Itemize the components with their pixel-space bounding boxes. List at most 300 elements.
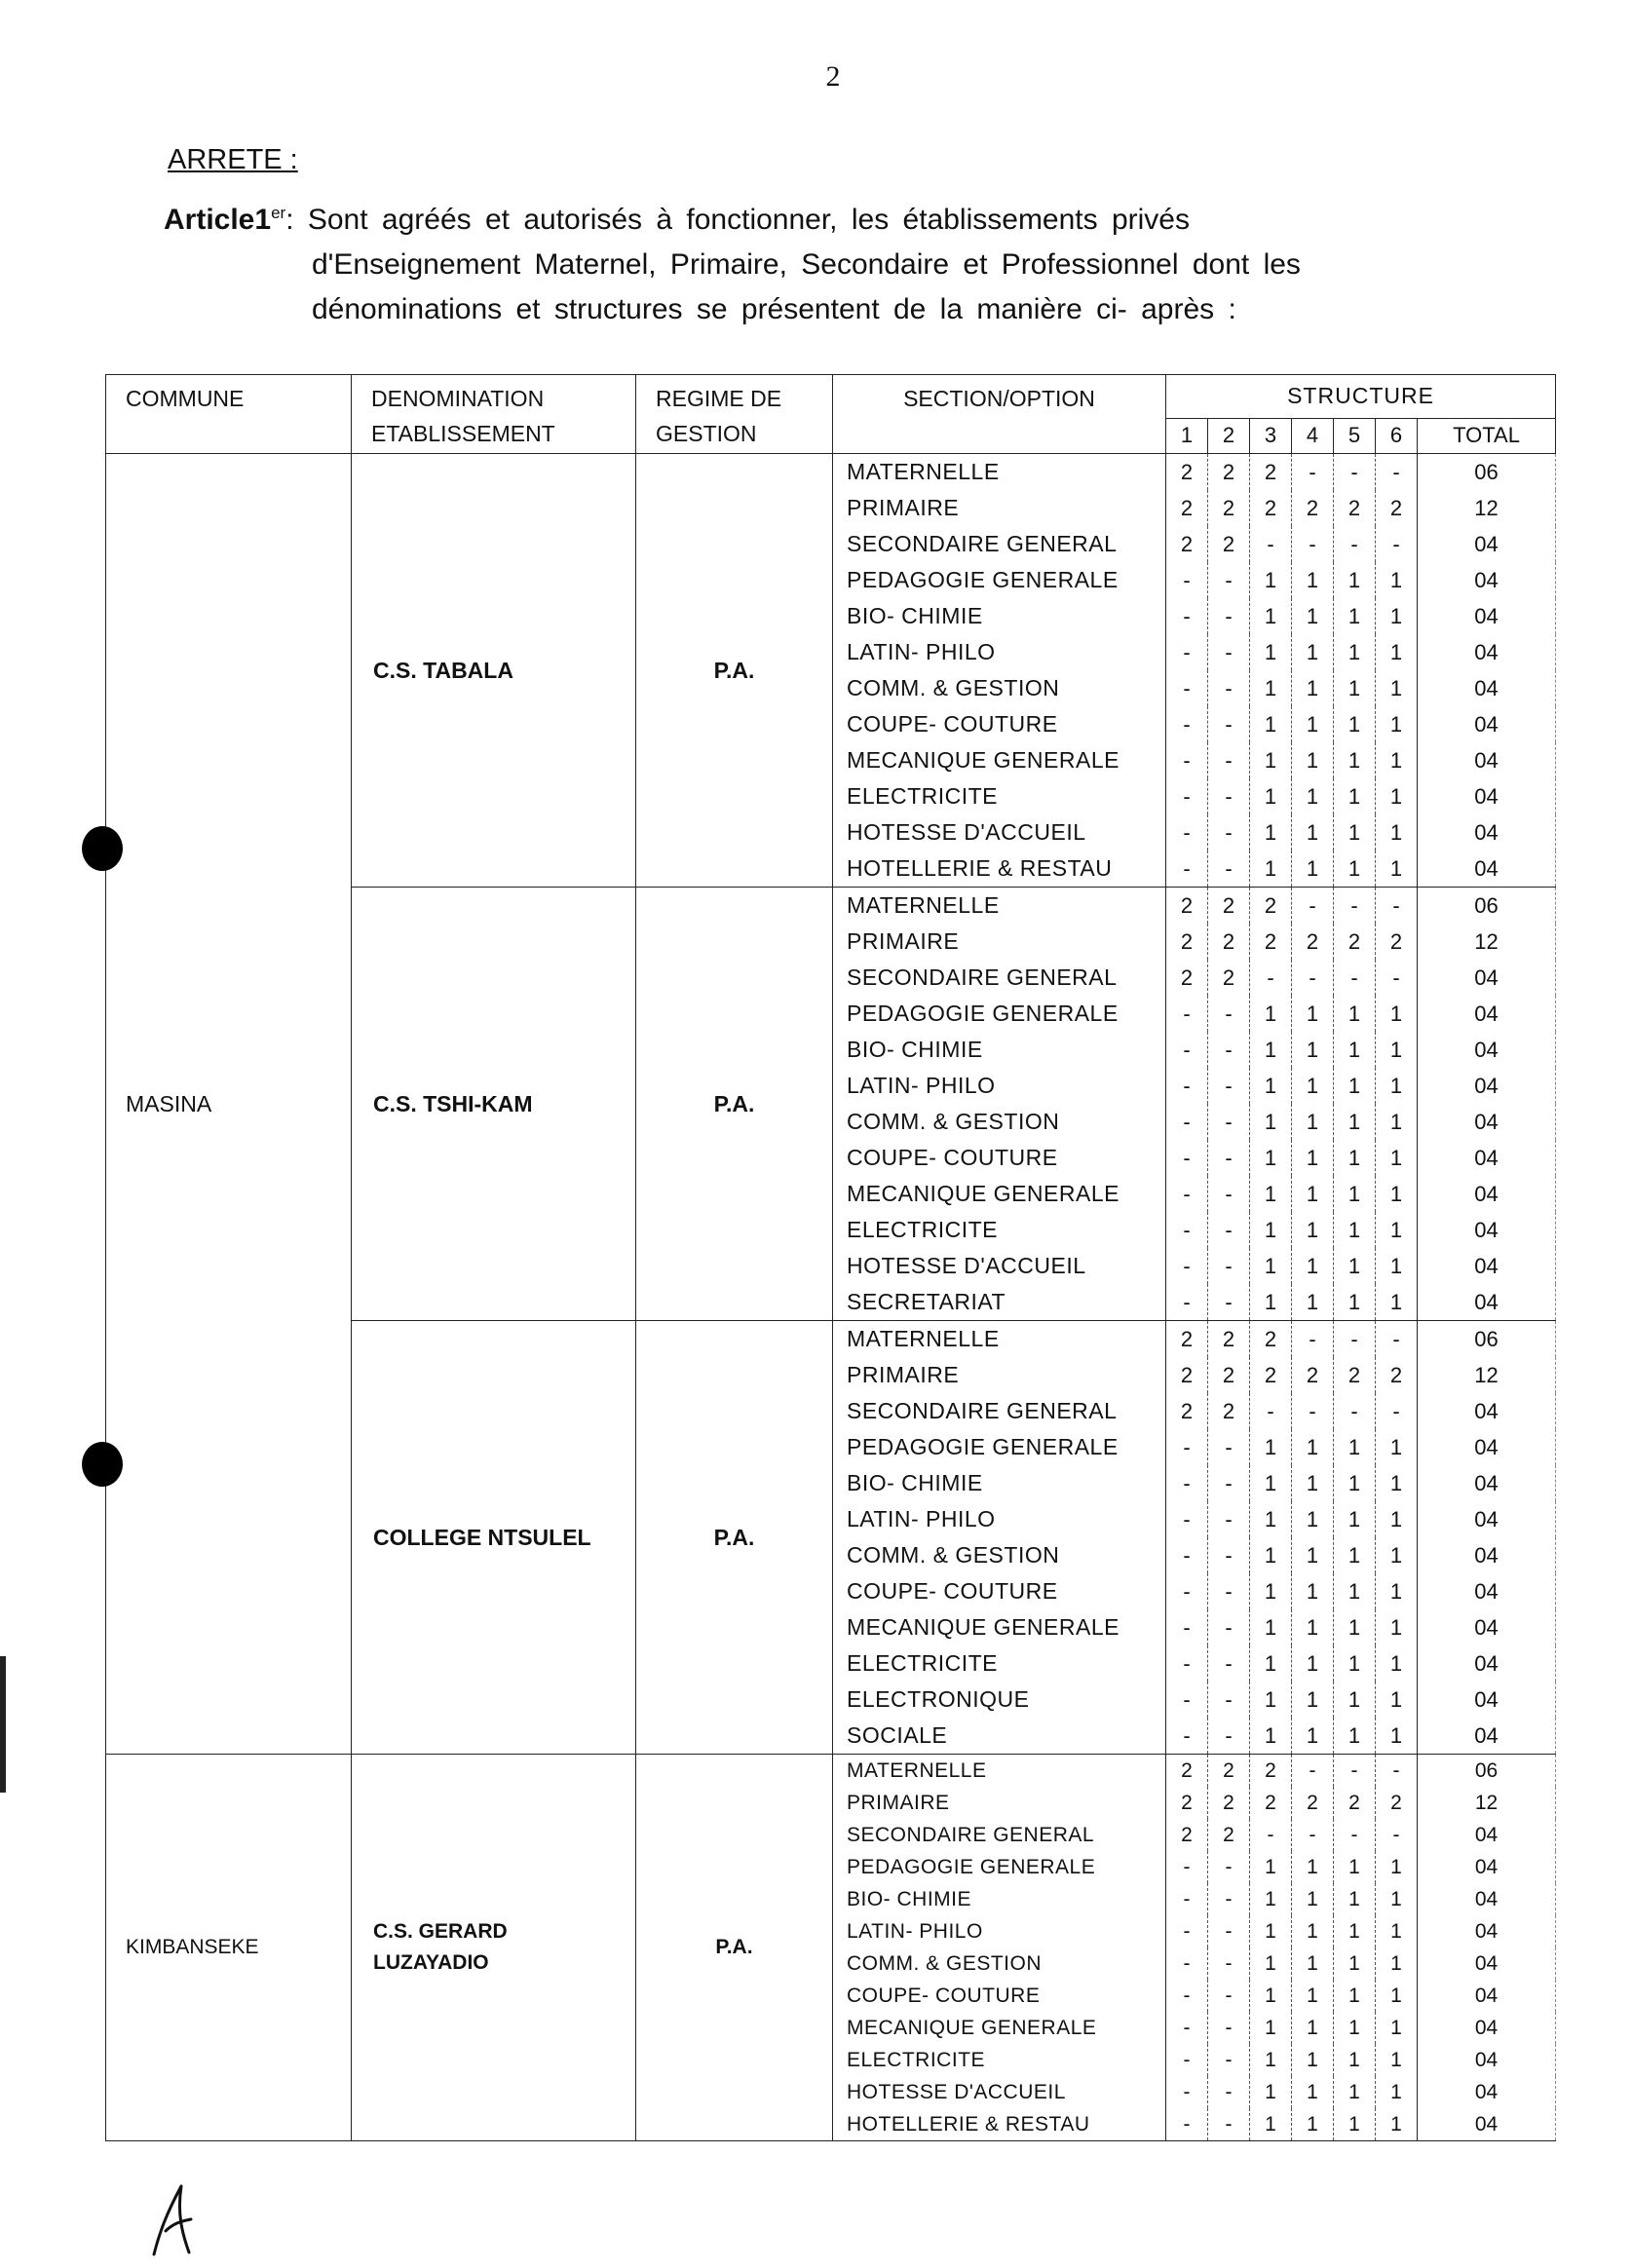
level-count-cell: 1 bbox=[1292, 1718, 1334, 1755]
section-option-cell: COUPE- COUTURE bbox=[833, 1573, 1166, 1609]
section-option-cell: ELECTRICITE bbox=[833, 2044, 1166, 2076]
level-count-cell: 1 bbox=[1376, 1883, 1418, 1915]
page-number: 2 bbox=[825, 60, 841, 93]
level-count-cell: 1 bbox=[1334, 1718, 1376, 1755]
level-count-cell: 2 bbox=[1208, 1787, 1250, 1819]
level-count-cell: 1 bbox=[1334, 1068, 1376, 1104]
level-count-cell: - bbox=[1166, 706, 1208, 742]
level-count-cell: 2 bbox=[1166, 924, 1208, 960]
level-count-cell: 1 bbox=[1292, 2012, 1334, 2044]
section-option-cell: ELECTRICITE bbox=[833, 1645, 1166, 1682]
level-count-cell: 1 bbox=[1334, 1176, 1376, 1212]
section-option-cell: COMM. & GESTION bbox=[833, 1537, 1166, 1573]
level-count-cell: - bbox=[1250, 960, 1292, 996]
level-count-cell: 1 bbox=[1334, 1032, 1376, 1068]
level-count-cell: 1 bbox=[1292, 2044, 1334, 2076]
section-option-cell: PRIMAIRE bbox=[833, 490, 1166, 526]
header-level: 2 bbox=[1208, 418, 1250, 453]
level-count-cell: - bbox=[1208, 1032, 1250, 1068]
level-count-cell: - bbox=[1166, 1465, 1208, 1501]
header-structure: STRUCTURE bbox=[1166, 375, 1556, 419]
level-count-cell: 1 bbox=[1334, 1501, 1376, 1537]
level-count-cell: 1 bbox=[1376, 1068, 1418, 1104]
level-count-cell: 1 bbox=[1334, 1465, 1376, 1501]
level-count-cell: 1 bbox=[1292, 1645, 1334, 1682]
level-count-cell: 2 bbox=[1166, 1819, 1208, 1851]
header-level: 3 bbox=[1250, 418, 1292, 453]
level-count-cell: 1 bbox=[1250, 1429, 1292, 1465]
level-count-cell: 1 bbox=[1376, 2108, 1418, 2141]
commune-cell: KIMBANSEKE bbox=[106, 1755, 352, 2141]
level-count-cell: - bbox=[1208, 814, 1250, 850]
level-count-cell: 2 bbox=[1250, 490, 1292, 526]
school-name-cell: C.S. TSHI-KAM bbox=[352, 888, 636, 1321]
level-count-cell: 2 bbox=[1250, 1755, 1292, 1788]
level-count-cell: - bbox=[1166, 1284, 1208, 1321]
level-count-cell: - bbox=[1208, 1284, 1250, 1321]
level-count-cell: 1 bbox=[1334, 562, 1376, 598]
level-count-cell: - bbox=[1250, 1819, 1292, 1851]
level-count-cell: 1 bbox=[1250, 1068, 1292, 1104]
level-count-cell: 1 bbox=[1334, 1682, 1376, 1718]
level-count-cell: - bbox=[1166, 814, 1208, 850]
total-cell: 04 bbox=[1418, 2108, 1556, 2141]
level-count-cell: 1 bbox=[1292, 850, 1334, 888]
level-count-cell: - bbox=[1292, 1321, 1334, 1358]
level-count-cell: - bbox=[1208, 1104, 1250, 1140]
level-count-cell: 1 bbox=[1292, 1176, 1334, 1212]
level-count-cell: 2 bbox=[1250, 1787, 1292, 1819]
level-count-cell: - bbox=[1166, 1501, 1208, 1537]
level-count-cell: 1 bbox=[1250, 850, 1292, 888]
level-count-cell: - bbox=[1208, 742, 1250, 778]
school-name-line: LUZAYADIO bbox=[373, 1951, 489, 1974]
level-count-cell: - bbox=[1166, 670, 1208, 706]
section-option-cell: LATIN- PHILO bbox=[833, 1915, 1166, 1947]
total-cell: 06 bbox=[1418, 888, 1556, 925]
decree-heading: ARRETE : bbox=[168, 144, 298, 175]
section-option-cell: ELECTRICITE bbox=[833, 778, 1166, 814]
level-count-cell: - bbox=[1208, 2108, 1250, 2141]
total-cell: 04 bbox=[1418, 1609, 1556, 1645]
level-count-cell: - bbox=[1166, 2108, 1208, 2141]
section-option-cell: PEDAGOGIE GENERALE bbox=[833, 1429, 1166, 1465]
level-count-cell: - bbox=[1250, 526, 1292, 562]
section-option-cell: HOTESSE D'ACCUEIL bbox=[833, 2076, 1166, 2108]
section-option-cell: HOTELLERIE & RESTAU bbox=[833, 2108, 1166, 2141]
level-count-cell: - bbox=[1166, 1104, 1208, 1140]
level-count-cell: 1 bbox=[1334, 1104, 1376, 1140]
section-option-cell: PRIMAIRE bbox=[833, 1787, 1166, 1819]
article-paragraph bbox=[164, 191, 1508, 332]
level-count-cell: 1 bbox=[1376, 1573, 1418, 1609]
level-count-cell: 1 bbox=[1376, 670, 1418, 706]
level-count-cell: 1 bbox=[1376, 996, 1418, 1032]
level-count-cell: - bbox=[1334, 1755, 1376, 1788]
level-count-cell: 2 bbox=[1208, 1357, 1250, 1393]
level-count-cell: 1 bbox=[1334, 1537, 1376, 1573]
level-count-cell: 2 bbox=[1166, 490, 1208, 526]
level-count-cell: - bbox=[1292, 960, 1334, 996]
level-count-cell: 1 bbox=[1334, 1851, 1376, 1883]
total-cell: 04 bbox=[1418, 2076, 1556, 2108]
total-cell: 04 bbox=[1418, 1104, 1556, 1140]
level-count-cell: - bbox=[1208, 1176, 1250, 1212]
level-count-cell: 1 bbox=[1292, 670, 1334, 706]
level-count-cell: - bbox=[1166, 1248, 1208, 1284]
level-count-cell: 1 bbox=[1250, 1212, 1292, 1248]
punch-hole bbox=[82, 1442, 123, 1487]
regime-cell: P.A. bbox=[636, 888, 833, 1321]
level-count-cell: - bbox=[1166, 1140, 1208, 1176]
level-count-cell: - bbox=[1166, 1883, 1208, 1915]
section-option-cell: BIO- CHIMIE bbox=[833, 1465, 1166, 1501]
level-count-cell: 1 bbox=[1334, 1284, 1376, 1321]
level-count-cell: 1 bbox=[1250, 2044, 1292, 2076]
level-count-cell: - bbox=[1166, 634, 1208, 670]
level-count-cell: 1 bbox=[1292, 634, 1334, 670]
level-count-cell: 1 bbox=[1292, 1609, 1334, 1645]
level-count-cell: - bbox=[1208, 2076, 1250, 2108]
level-count-cell: - bbox=[1208, 706, 1250, 742]
level-count-cell: - bbox=[1166, 1429, 1208, 1465]
level-count-cell: - bbox=[1208, 1537, 1250, 1573]
article-line-1: Article1er: Sont agréés et autorisés à fonctionner, les établissements privés bbox=[164, 204, 1190, 236]
level-count-cell: 2 bbox=[1250, 1321, 1292, 1358]
level-count-cell: 1 bbox=[1376, 2012, 1418, 2044]
level-count-cell: 1 bbox=[1292, 706, 1334, 742]
level-count-cell: - bbox=[1208, 778, 1250, 814]
level-count-cell: 1 bbox=[1292, 1501, 1334, 1537]
level-count-cell: 1 bbox=[1334, 1573, 1376, 1609]
level-count-cell: - bbox=[1292, 1755, 1334, 1788]
level-count-cell: 1 bbox=[1292, 1682, 1334, 1718]
total-cell: 04 bbox=[1418, 1718, 1556, 1755]
total-cell: 04 bbox=[1418, 1980, 1556, 2012]
level-count-cell: 1 bbox=[1376, 1947, 1418, 1980]
total-cell: 04 bbox=[1418, 1032, 1556, 1068]
level-count-cell: 1 bbox=[1334, 670, 1376, 706]
level-count-cell: 1 bbox=[1376, 1609, 1418, 1645]
level-count-cell: - bbox=[1166, 778, 1208, 814]
level-count-cell: 2 bbox=[1376, 1357, 1418, 1393]
level-count-cell: 2 bbox=[1250, 924, 1292, 960]
total-cell: 04 bbox=[1418, 1248, 1556, 1284]
level-count-cell: 2 bbox=[1376, 1787, 1418, 1819]
level-count-cell: 1 bbox=[1250, 1682, 1292, 1718]
level-count-cell: 1 bbox=[1376, 634, 1418, 670]
section-option-cell: SECONDAIRE GENERAL bbox=[833, 960, 1166, 996]
level-count-cell: 1 bbox=[1334, 1248, 1376, 1284]
total-cell: 04 bbox=[1418, 742, 1556, 778]
level-count-cell: 1 bbox=[1376, 1851, 1418, 1883]
total-cell: 04 bbox=[1418, 1212, 1556, 1248]
level-count-cell: - bbox=[1166, 598, 1208, 634]
header-level: 6 bbox=[1376, 418, 1418, 453]
level-count-cell: 1 bbox=[1292, 742, 1334, 778]
level-count-cell: 1 bbox=[1334, 2108, 1376, 2141]
level-count-cell: 1 bbox=[1292, 814, 1334, 850]
section-option-cell: BIO- CHIMIE bbox=[833, 1032, 1166, 1068]
level-count-cell: 1 bbox=[1376, 2044, 1418, 2076]
total-cell: 04 bbox=[1418, 526, 1556, 562]
school-name-cell bbox=[352, 1755, 636, 2141]
level-count-cell: - bbox=[1208, 1501, 1250, 1537]
level-count-cell: 1 bbox=[1250, 1176, 1292, 1212]
section-option-cell: PRIMAIRE bbox=[833, 1357, 1166, 1393]
total-cell: 04 bbox=[1418, 562, 1556, 598]
level-count-cell: 1 bbox=[1292, 996, 1334, 1032]
level-count-cell: 1 bbox=[1376, 1465, 1418, 1501]
level-count-cell: 1 bbox=[1376, 598, 1418, 634]
total-cell: 12 bbox=[1418, 924, 1556, 960]
level-count-cell: 2 bbox=[1334, 1357, 1376, 1393]
section-option-cell: SECRETARIAT bbox=[833, 1284, 1166, 1321]
level-count-cell: 1 bbox=[1292, 1140, 1334, 1176]
level-count-cell: 1 bbox=[1250, 634, 1292, 670]
level-count-cell: - bbox=[1166, 1068, 1208, 1104]
level-count-cell: - bbox=[1166, 2044, 1208, 2076]
level-count-cell: 1 bbox=[1376, 1429, 1418, 1465]
level-count-cell: 1 bbox=[1334, 1883, 1376, 1915]
section-option-cell: PEDAGOGIE GENERALE bbox=[833, 562, 1166, 598]
section-option-cell: BIO- CHIMIE bbox=[833, 598, 1166, 634]
total-cell: 04 bbox=[1418, 1284, 1556, 1321]
level-count-cell: 1 bbox=[1334, 598, 1376, 634]
level-count-cell: 1 bbox=[1250, 1851, 1292, 1883]
level-count-cell: 2 bbox=[1166, 1357, 1208, 1393]
level-count-cell: - bbox=[1292, 1393, 1334, 1429]
level-count-cell: - bbox=[1166, 742, 1208, 778]
total-cell: 06 bbox=[1418, 454, 1556, 491]
school-name-cell: C.S. TABALA bbox=[352, 454, 636, 888]
level-count-cell: 1 bbox=[1292, 1284, 1334, 1321]
level-count-cell: 1 bbox=[1334, 850, 1376, 888]
level-count-cell: - bbox=[1166, 2012, 1208, 2044]
level-count-cell: 1 bbox=[1334, 742, 1376, 778]
level-count-cell: - bbox=[1208, 1980, 1250, 2012]
total-cell: 04 bbox=[1418, 1573, 1556, 1609]
level-count-cell: - bbox=[1376, 960, 1418, 996]
level-count-cell: 2 bbox=[1208, 924, 1250, 960]
total-cell: 04 bbox=[1418, 670, 1556, 706]
level-count-cell: - bbox=[1208, 1248, 1250, 1284]
level-count-cell: - bbox=[1250, 1393, 1292, 1429]
level-count-cell: 1 bbox=[1292, 2108, 1334, 2141]
section-option-cell: MECANIQUE GENERALE bbox=[833, 742, 1166, 778]
level-count-cell: 1 bbox=[1292, 598, 1334, 634]
level-count-cell: - bbox=[1376, 526, 1418, 562]
total-cell: 06 bbox=[1418, 1321, 1556, 1358]
handwritten-initial bbox=[146, 2173, 205, 2260]
level-count-cell: - bbox=[1208, 1915, 1250, 1947]
level-count-cell: - bbox=[1208, 1718, 1250, 1755]
section-option-cell: MECANIQUE GENERALE bbox=[833, 1609, 1166, 1645]
regime-cell: P.A. bbox=[636, 1755, 833, 2141]
level-count-cell: - bbox=[1292, 888, 1334, 925]
level-count-cell: 1 bbox=[1292, 1212, 1334, 1248]
level-count-cell: 1 bbox=[1376, 1718, 1418, 1755]
total-cell: 12 bbox=[1418, 490, 1556, 526]
level-count-cell: 1 bbox=[1250, 1104, 1292, 1140]
header-level: 1 bbox=[1166, 418, 1208, 453]
level-count-cell: 1 bbox=[1376, 1915, 1418, 1947]
level-count-cell: 2 bbox=[1166, 1393, 1208, 1429]
level-count-cell: - bbox=[1166, 1915, 1208, 1947]
level-count-cell: 1 bbox=[1250, 778, 1292, 814]
section-option-cell: SECONDAIRE GENERAL bbox=[833, 1819, 1166, 1851]
section-option-cell: LATIN- PHILO bbox=[833, 634, 1166, 670]
level-count-cell: 2 bbox=[1166, 1755, 1208, 1788]
level-count-cell: 1 bbox=[1250, 1947, 1292, 1980]
total-cell: 04 bbox=[1418, 1068, 1556, 1104]
level-count-cell: 1 bbox=[1292, 1851, 1334, 1883]
total-cell: 04 bbox=[1418, 996, 1556, 1032]
total-cell: 04 bbox=[1418, 2044, 1556, 2076]
level-count-cell: 1 bbox=[1250, 706, 1292, 742]
level-count-cell: - bbox=[1334, 454, 1376, 491]
level-count-cell: 1 bbox=[1376, 1032, 1418, 1068]
level-count-cell: 1 bbox=[1376, 742, 1418, 778]
level-count-cell: 1 bbox=[1376, 562, 1418, 598]
level-count-cell: - bbox=[1166, 1212, 1208, 1248]
level-count-cell: 1 bbox=[1376, 1980, 1418, 2012]
level-count-cell: - bbox=[1208, 1883, 1250, 1915]
table-row bbox=[106, 1755, 1556, 1788]
level-count-cell: - bbox=[1334, 1393, 1376, 1429]
level-count-cell: 1 bbox=[1250, 1609, 1292, 1645]
header-denomination: DENOMINATION ETABLISSEMENT bbox=[352, 375, 636, 454]
level-count-cell: 1 bbox=[1250, 1645, 1292, 1682]
level-count-cell: 1 bbox=[1250, 1718, 1292, 1755]
level-count-cell: - bbox=[1208, 996, 1250, 1032]
level-count-cell: - bbox=[1166, 1718, 1208, 1755]
total-cell: 04 bbox=[1418, 634, 1556, 670]
level-count-cell: - bbox=[1376, 1819, 1418, 1851]
level-count-cell: - bbox=[1166, 850, 1208, 888]
level-count-cell: 1 bbox=[1376, 814, 1418, 850]
level-count-cell: 1 bbox=[1376, 706, 1418, 742]
level-count-cell: - bbox=[1208, 1851, 1250, 1883]
total-cell: 04 bbox=[1418, 1682, 1556, 1718]
section-option-cell: MATERNELLE bbox=[833, 1321, 1166, 1358]
level-count-cell: 1 bbox=[1250, 598, 1292, 634]
section-option-cell: SOCIALE bbox=[833, 1718, 1166, 1755]
total-cell: 04 bbox=[1418, 2012, 1556, 2044]
level-count-cell: 1 bbox=[1334, 1915, 1376, 1947]
level-count-cell: - bbox=[1166, 1609, 1208, 1645]
level-count-cell: - bbox=[1208, 634, 1250, 670]
level-count-cell: - bbox=[1376, 1755, 1418, 1788]
level-count-cell: 2 bbox=[1334, 924, 1376, 960]
level-count-cell: 2 bbox=[1166, 1321, 1208, 1358]
level-count-cell: 1 bbox=[1250, 1140, 1292, 1176]
level-count-cell: - bbox=[1376, 1393, 1418, 1429]
section-option-cell: COMM. & GESTION bbox=[833, 1947, 1166, 1980]
total-cell: 04 bbox=[1418, 778, 1556, 814]
level-count-cell: - bbox=[1208, 1682, 1250, 1718]
level-count-cell: 1 bbox=[1250, 1915, 1292, 1947]
section-option-cell: PEDAGOGIE GENERALE bbox=[833, 1851, 1166, 1883]
level-count-cell: 2 bbox=[1292, 1787, 1334, 1819]
section-option-cell: MATERNELLE bbox=[833, 1755, 1166, 1788]
level-count-cell: - bbox=[1208, 1212, 1250, 1248]
scan-edge-mark bbox=[0, 1656, 6, 1793]
level-count-cell: - bbox=[1208, 1068, 1250, 1104]
level-count-cell: 1 bbox=[1292, 1465, 1334, 1501]
section-option-cell: ELECTRICITE bbox=[833, 1212, 1166, 1248]
level-count-cell: 1 bbox=[1250, 562, 1292, 598]
level-count-cell: 1 bbox=[1376, 1248, 1418, 1284]
level-count-cell: - bbox=[1208, 670, 1250, 706]
total-cell: 04 bbox=[1418, 1915, 1556, 1947]
level-count-cell: - bbox=[1334, 526, 1376, 562]
level-count-cell: - bbox=[1208, 1573, 1250, 1609]
level-count-cell: - bbox=[1208, 1645, 1250, 1682]
level-count-cell: 1 bbox=[1292, 1947, 1334, 1980]
level-count-cell: 2 bbox=[1208, 1819, 1250, 1851]
level-count-cell: 2 bbox=[1208, 1755, 1250, 1788]
level-count-cell: - bbox=[1166, 1947, 1208, 1980]
level-count-cell: 1 bbox=[1250, 1284, 1292, 1321]
level-count-cell: 1 bbox=[1292, 1429, 1334, 1465]
level-count-cell: 1 bbox=[1292, 1883, 1334, 1915]
total-cell: 04 bbox=[1418, 1537, 1556, 1573]
total-cell: 04 bbox=[1418, 1176, 1556, 1212]
level-count-cell: - bbox=[1334, 1321, 1376, 1358]
article-line-3: dénominations et structures se présentent de la manière ci- après : bbox=[312, 293, 1236, 325]
level-count-cell: 1 bbox=[1250, 1883, 1292, 1915]
level-count-cell: 1 bbox=[1334, 778, 1376, 814]
level-count-cell: 2 bbox=[1250, 888, 1292, 925]
total-cell: 04 bbox=[1418, 1883, 1556, 1915]
total-cell: 04 bbox=[1418, 850, 1556, 888]
section-option-cell: BIO- CHIMIE bbox=[833, 1883, 1166, 1915]
section-option-cell: HOTELLERIE & RESTAU bbox=[833, 850, 1166, 888]
level-count-cell: 1 bbox=[1376, 1501, 1418, 1537]
regime-cell: P.A. bbox=[636, 1321, 833, 1755]
level-count-cell: 1 bbox=[1334, 2012, 1376, 2044]
level-count-cell: - bbox=[1208, 598, 1250, 634]
level-count-cell: 1 bbox=[1250, 670, 1292, 706]
level-count-cell: - bbox=[1166, 1032, 1208, 1068]
section-option-cell: HOTESSE D'ACCUEIL bbox=[833, 814, 1166, 850]
level-count-cell: 2 bbox=[1208, 490, 1250, 526]
level-count-cell: - bbox=[1376, 454, 1418, 491]
level-count-cell: - bbox=[1166, 562, 1208, 598]
level-count-cell: 2 bbox=[1208, 1393, 1250, 1429]
section-option-cell: LATIN- PHILO bbox=[833, 1068, 1166, 1104]
level-count-cell: 1 bbox=[1250, 1032, 1292, 1068]
section-option-cell: ELECTRONIQUE bbox=[833, 1682, 1166, 1718]
level-count-cell: 2 bbox=[1292, 1357, 1334, 1393]
level-count-cell: 1 bbox=[1334, 1980, 1376, 2012]
total-cell: 04 bbox=[1418, 598, 1556, 634]
level-count-cell: 1 bbox=[1376, 1284, 1418, 1321]
level-count-cell: 1 bbox=[1376, 1212, 1418, 1248]
level-count-cell: - bbox=[1208, 1140, 1250, 1176]
level-count-cell: - bbox=[1166, 1176, 1208, 1212]
total-cell: 04 bbox=[1418, 1819, 1556, 1851]
section-option-cell: COUPE- COUTURE bbox=[833, 706, 1166, 742]
level-count-cell: 1 bbox=[1292, 1032, 1334, 1068]
total-cell: 04 bbox=[1418, 1645, 1556, 1682]
level-count-cell: 1 bbox=[1376, 1537, 1418, 1573]
level-count-cell: 1 bbox=[1334, 634, 1376, 670]
schools-table bbox=[105, 374, 1556, 2141]
header-regime: REGIME DE GESTION bbox=[636, 375, 833, 454]
level-count-cell: 2 bbox=[1208, 454, 1250, 491]
